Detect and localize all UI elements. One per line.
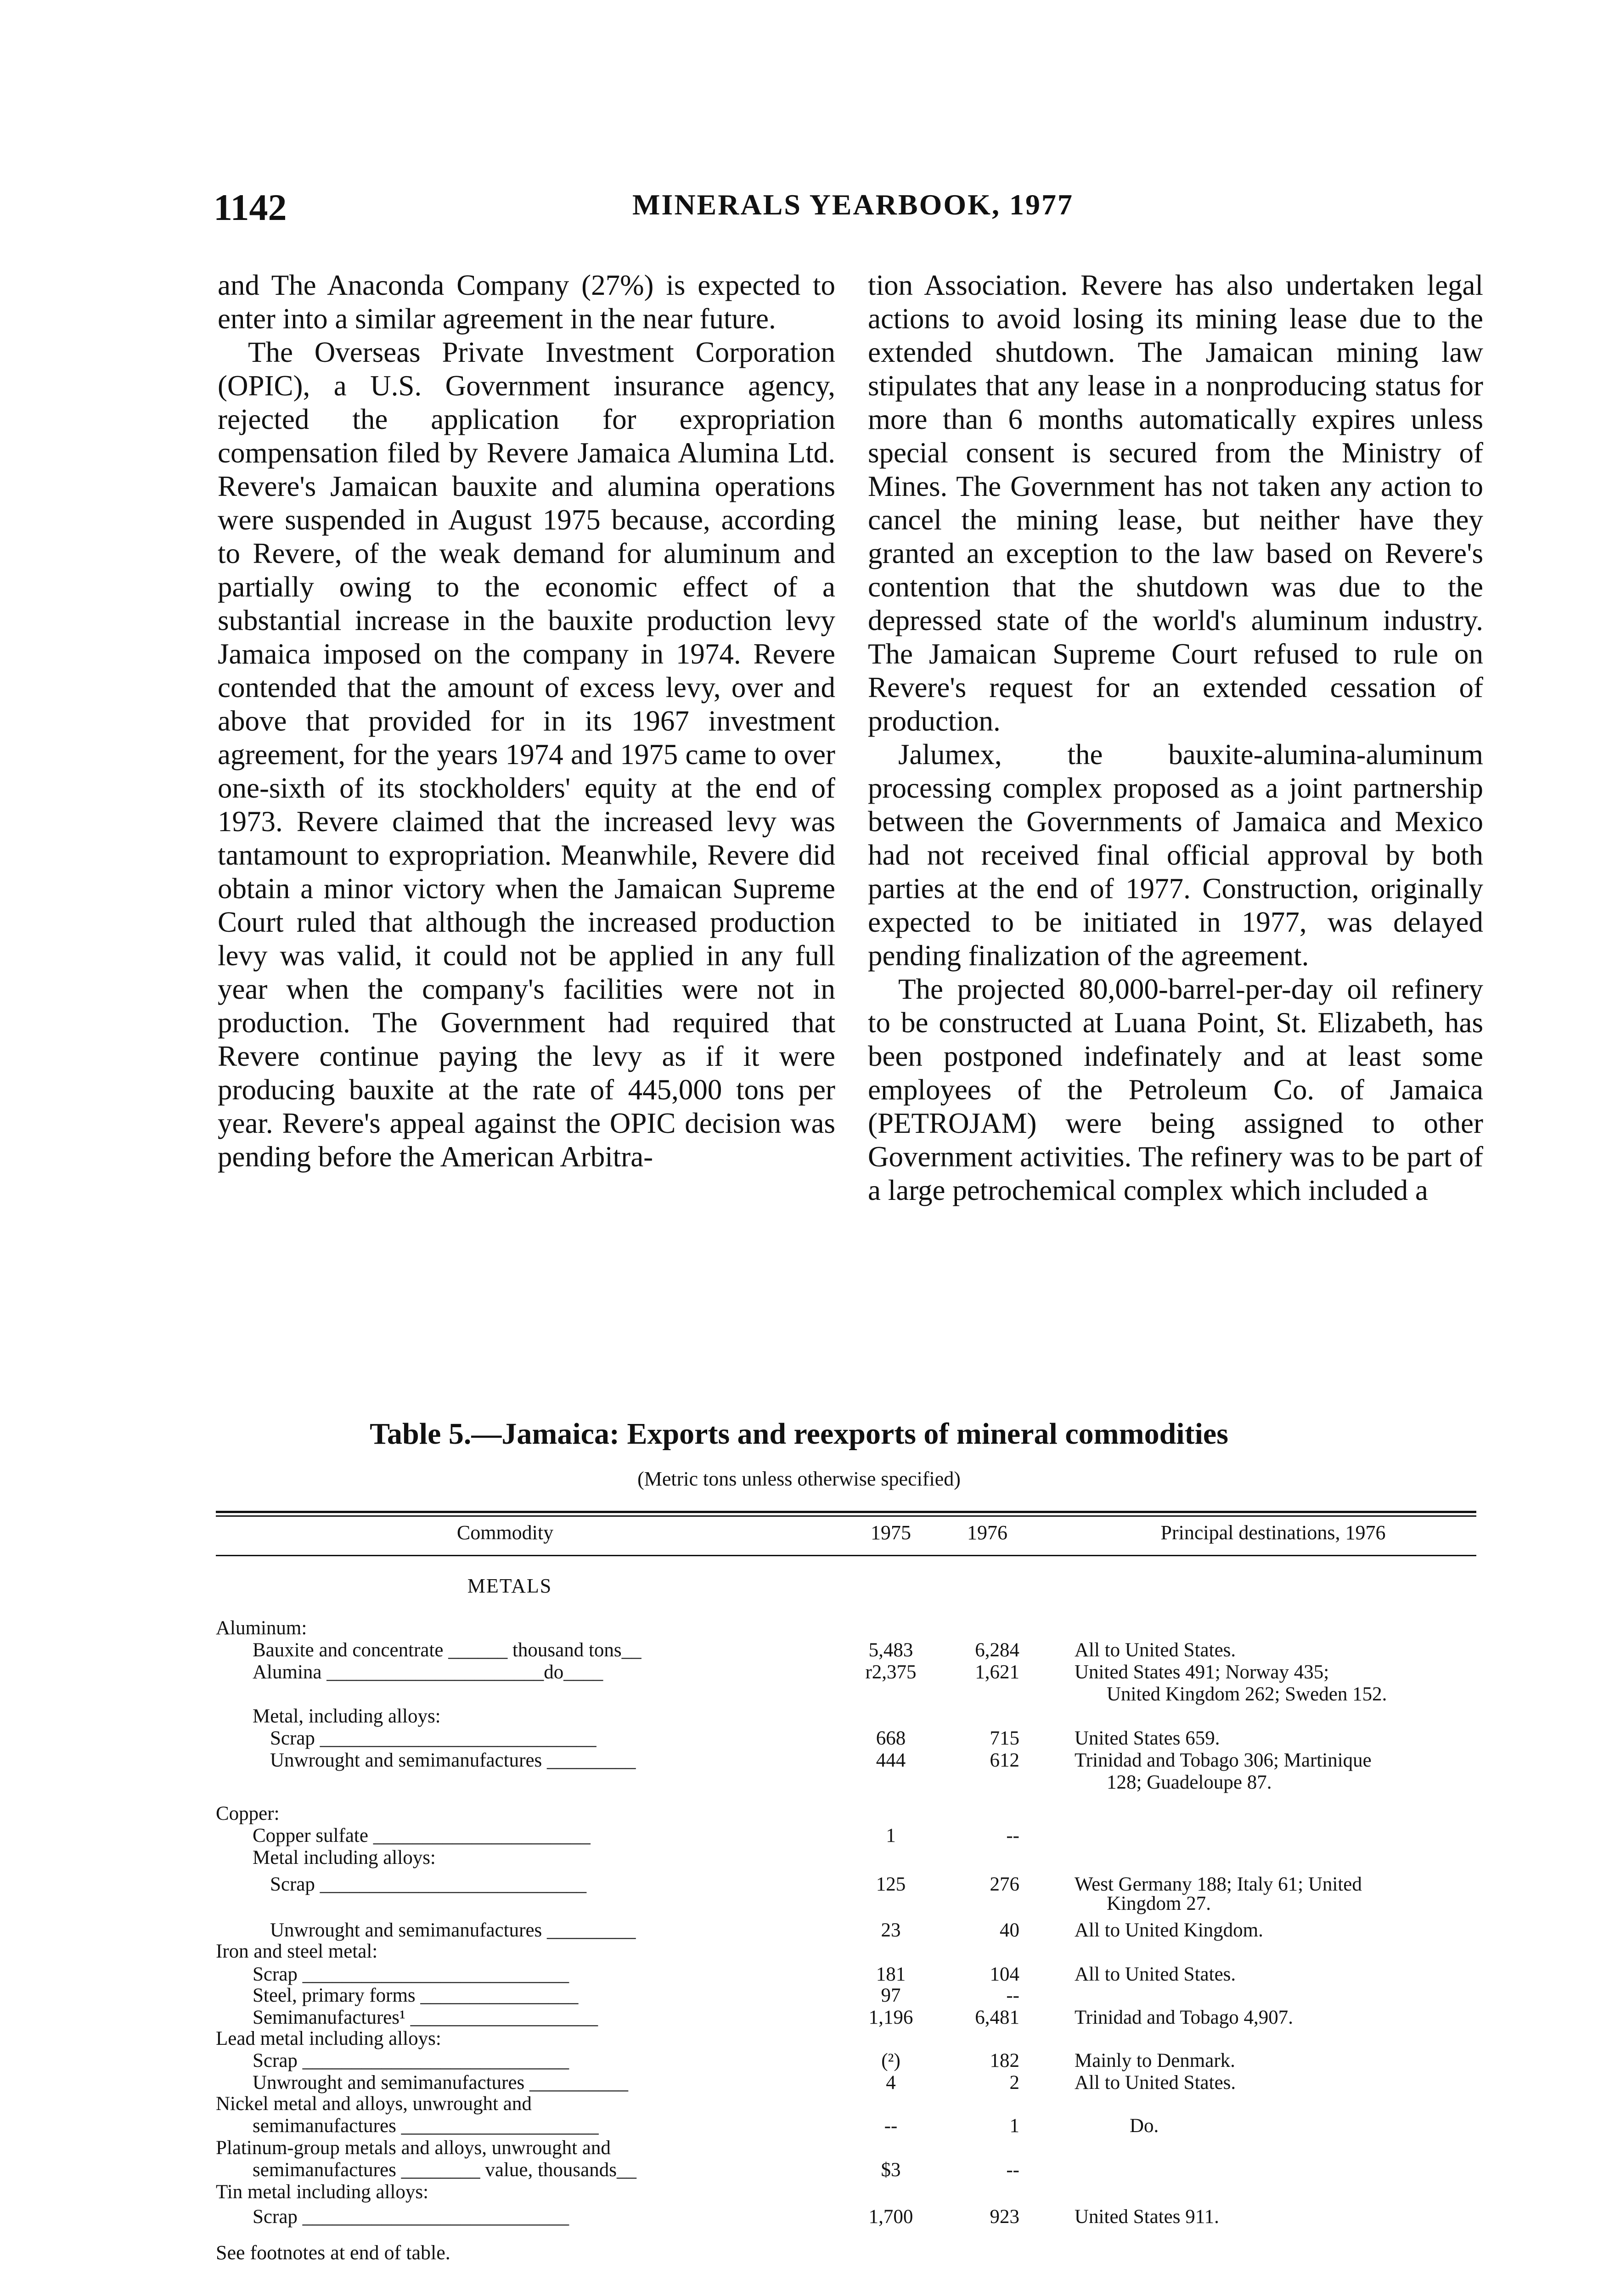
destination-cell: United States 491; Norway 435; [1075,1661,1329,1683]
left-text-column [218,269,835,1174]
page-number: 1142 [214,186,287,228]
commodity-cell: Tin metal including alloys: [216,2181,429,2203]
value-1976: 612 [990,1750,1019,1771]
table-row [216,2137,1476,2159]
commodity-cell: semimanufactures ________ value, thousands__ [253,2159,636,2181]
value-1975: 668 [876,1728,906,1749]
value-1975: 125 [876,1874,906,1895]
destination-cell: Trinidad and Tobago 306; Martinique [1075,1750,1372,1771]
value-1976: 1 [1009,2115,1019,2137]
destination-cell: All to United Kingdom. [1075,1919,1263,1941]
table-row [216,1825,1476,1847]
table-top-rule [216,1511,1476,1513]
table-row [216,1964,1476,1986]
destination-cell: United States 911. [1075,2206,1219,2228]
commodity-cell: Steel, primary forms ________________ [253,1985,579,2006]
table-row [216,2028,1476,2050]
page-header [214,186,1568,227]
table-row [216,2115,1476,2137]
value-1975: -- [884,2115,898,2137]
destination-cell: United States 659. [1075,1728,1220,1749]
commodity-cell: Scrap ____________________________ [270,1728,596,1749]
table-row [216,1847,1476,1869]
running-title: MINERALS YEARBOOK, 1977 [632,188,1074,221]
destination-cell: All to United States. [1075,2072,1236,2093]
header-destinations: Principal destinations, 1976 [1160,1521,1386,1544]
commodity-cell: Lead metal including alloys: [216,2028,441,2049]
table-title: Table 5.—Jamaica: Exports and reexports of mineral commodities [370,1417,1228,1451]
table-row [216,1750,1476,1793]
table-row [216,1941,1476,1963]
commodity-cell: Copper: [216,1803,280,1824]
value-1976: 40 [1000,1919,1019,1941]
table-row [216,2181,1476,2203]
value-1976: 104 [990,1964,1019,1985]
table-units-note: (Metric tons unless otherwise specified) [637,1468,961,1490]
destination-cell: Trinidad and Tobago 4,907. [1075,2007,1293,2028]
value-1975: 444 [876,1750,906,1771]
commodity-cell: Scrap ___________________________ [270,1874,587,1895]
commodity-cell: Iron and steel metal: [216,1941,378,1962]
commodity-cell: Copper sulfate ______________________ [253,1825,591,1846]
commodity-cell: Unwrought and semimanufactures __________ [253,2072,629,2093]
commodity-cell: Bauxite and concentrate ______ thousand tons__ [253,1639,641,1661]
value-1975: 97 [881,1985,901,2006]
value-1975: 181 [876,1964,906,1985]
value-1975: (²) [881,2050,900,2071]
table-row [216,2007,1476,2029]
table-row [216,1919,1476,1941]
commodity-cell: Scrap ___________________________ [253,2050,569,2071]
paragraph: The Overseas Private Investment Corporation (OPIC), a U.S. Government insurance agency, rejected the application for expropriation compensation filed by Revere Jamaica Alumina Ltd. Revere's Jamaican bauxite and alumina operations were suspended in August 1975 because, according to Revere, of the weak demand for aluminum and partially owing to the economic effect of a substantial increase in the bauxite production levy Jamaica imposed on the company in 1974. Revere contended that the amount of excess levy, over and above that provided for in its 1967 investment agreement, for the years 1974 and 1975 came to over one-sixth of its stockholders' equity at the end of 1973. Revere claimed that the increased levy was tantamount to expropriation. Meanwhile, Revere did obtain a minor victory when the Jamaican Supreme Court ruled that although the increased production levy was valid, it could not be applied in any full year when the company's facilities were not in production. The Government had required that Revere continue paying the levy as if it were producing bauxite at the rate of 445,000 tons per year. Revere's appeal against the OPIC decision was pending before the American Arbitra- [218,336,835,1173]
table-row [216,1705,1476,1728]
commodity-cell: Platinum-group metals and alloys, unwrought and [216,2137,611,2159]
value-1976: 923 [990,2206,1019,2228]
commodity-cell: Alumina ______________________do____ [253,1661,603,1683]
value-1975: 1,700 [868,2206,913,2228]
table-row [216,1617,1476,1639]
table-row [216,2050,1476,2072]
value-1976: 276 [990,1874,1019,1895]
section-heading-metals: METALS [467,1575,552,1597]
paragraph: tion Association. Revere has also undertaken legal actions to avoid losing its mining lease due to the extended shutdown. The Jamaican mining law stipulates that any lease in a nonproducing status for more than 6 months automatically expires unless special consent is secured from the Ministry of Mines. The Government has not taken any action to cancel the mining lease, but neither have they granted an exception to the law based on Revere's contention that the shutdown was due to the depressed state of the world's aluminum industry. The Jamaican Supreme Court refused to rule on Revere's request for an extended cessation of production. [868,269,1483,737]
destination-cell: All to United States. [1075,1964,1236,1985]
paragraph: Jalumex, the bauxite-alumina-aluminum processing complex proposed as a joint partnership between the Governments of Jamaica and Mexico had not received final official approval by both parties at the end of 1977. Construction, originally expected to be initiated in 1977, was delayed pending finalization of the agreement. [868,738,1483,972]
value-1976: 182 [990,2050,1019,2071]
value-1976: 6,284 [975,1639,1019,1661]
table-row [216,1728,1476,1750]
value-1976: -- [1006,1985,1019,2006]
value-1976: -- [1006,2159,1019,2181]
value-1976: 1,621 [975,1661,1019,1683]
commodity-cell: Nickel metal and alloys, unwrought and [216,2093,532,2115]
table-row [216,1985,1476,2007]
value-1975: $3 [881,2159,901,2181]
commodity-cell: Semimanufactures¹ ___________________ [253,2007,598,2028]
value-1976: 6,481 [975,2007,1019,2028]
paragraph: The projected 80,000-barrel-per-day oil refinery to be constructed at Luana Point, St. Elizabeth, has been postponed indefinately and at least some employees of the Petroleum Co. of Jamaica (PETROJAM) were being assigned to other Government activities. The refinery was to be part of a large petrochemical complex which included a [868,973,1483,1206]
header-1975: 1975 [871,1521,911,1544]
commodity-cell: Scrap ___________________________ [253,1964,569,1985]
table-row [216,1661,1476,1705]
commodity-cell: Metal including alloys: [253,1847,436,1868]
destination-cell: Mainly to Denmark. [1075,2050,1235,2071]
commodity-cell: Unwrought and semimanufactures _________ [270,1750,636,1771]
header-rule [216,1555,1476,1556]
destination-cell: Do. [1130,2115,1159,2137]
destination-cell-continued: United Kingdom 262; Sweden 152. [1107,1683,1387,1705]
value-1975: 1 [886,1825,896,1846]
table-row [216,1639,1476,1661]
commodity-cell: Unwrought and semimanufactures _________ [270,1919,636,1941]
table-row [216,1803,1476,1825]
commodity-cell: Metal, including alloys: [253,1705,441,1727]
destination-cell: All to United States. [1075,1639,1236,1661]
value-1975: 23 [881,1919,901,1941]
header-commodity: Commodity [456,1521,554,1544]
value-1976: 2 [1009,2072,1019,2093]
value-1976: -- [1006,1825,1019,1846]
table-row [216,2093,1476,2115]
table-row [216,1874,1476,1914]
value-1975: 4 [886,2072,896,2093]
commodity-cell: semimanufactures ____________________ [253,2115,599,2137]
table-row [216,2206,1476,2228]
table-row [216,2072,1476,2094]
value-1975: 5,483 [868,1639,913,1661]
commodity-cell: Aluminum: [216,1617,307,1639]
header-1976: 1976 [967,1521,1007,1544]
table-footnote-reference: See footnotes at end of table. [216,2241,450,2264]
value-1976: 715 [990,1728,1019,1749]
paragraph: and The Anaconda Company (27%) is expected to enter into a similar agreement in the near future. [218,269,835,335]
destination-cell: West Germany 188; Italy 61; United [1075,1874,1362,1895]
commodity-cell: Scrap ___________________________ [253,2206,569,2228]
destination-cell-continued: 128; Guadeloupe 87. [1107,1772,1272,1793]
right-text-column [868,269,1483,1207]
table-top-rule-inner [216,1515,1476,1517]
destination-cell-continued: Kingdom 27. [1107,1893,1211,1914]
value-1975: r2,375 [865,1661,917,1683]
table-row [216,2159,1476,2181]
value-1975: 1,196 [868,2007,913,2028]
